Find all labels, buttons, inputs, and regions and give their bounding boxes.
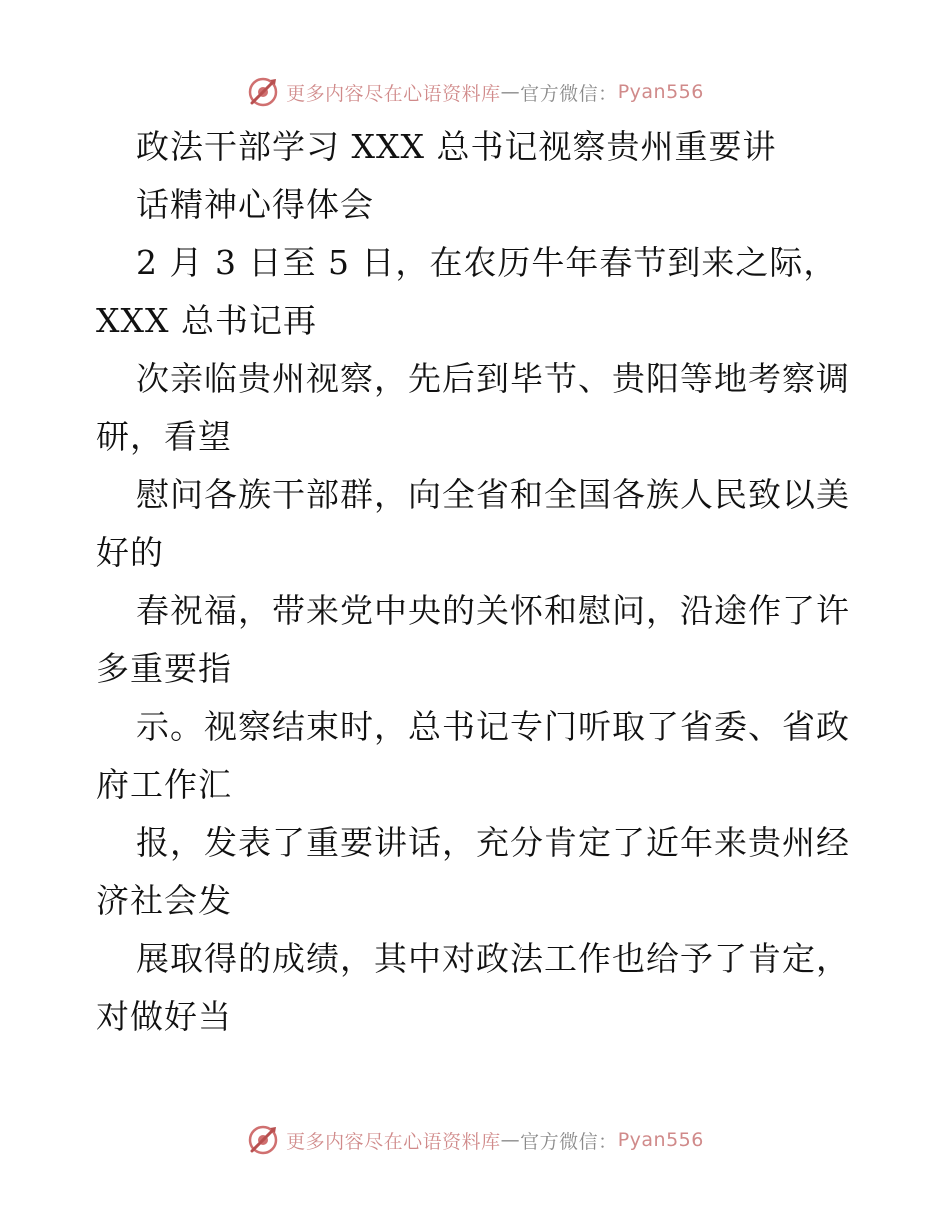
body-line: 报，发表了重要讲话，充分肯定了近年来贵州经	[136, 823, 850, 862]
body-line: 济社会发	[96, 881, 232, 920]
body-line: 研，看望	[96, 417, 232, 456]
banner-title: 更多内容尽在心语资料库	[286, 1130, 501, 1153]
body-line: 好的	[96, 533, 164, 572]
body-line: 展取得的成绩，其中对政法工作也给予了肯定，	[136, 939, 850, 978]
document-title-line-1: 政法干部学习 XXX 总书记视察贵州重要讲	[136, 127, 777, 166]
banner-wechat-id: Pyan556	[617, 1129, 704, 1151]
body-line: 慰问各族干部群，向全省和全国各族人民致以美	[136, 475, 850, 514]
body-line: 春祝福，带来党中央的关怀和慰问，沿途作了许	[136, 591, 850, 630]
banner-title: 更多内容尽在心语资料库	[286, 82, 501, 105]
document-body	[96, 118, 866, 1046]
header-banner	[0, 72, 950, 112]
banner-wechat-label: 官方微信：	[520, 82, 618, 105]
body-line: 2 月 3 日至 5 日，在农历牛年春节到来之际，	[136, 243, 838, 282]
document-title-line-2: 话精神心得体会	[136, 185, 374, 224]
body-line: 对做好当	[96, 997, 232, 1036]
banner-wechat-id: Pyan556	[617, 81, 704, 103]
body-line: XXX 总书记再	[96, 301, 317, 340]
banner-wechat-label: 官方微信：	[520, 1130, 618, 1153]
brand-logo-icon	[246, 75, 280, 109]
footer-banner	[0, 1120, 950, 1160]
body-line: 多重要指	[96, 649, 232, 688]
body-line: 府工作汇	[96, 765, 232, 804]
brand-logo-icon	[246, 1123, 280, 1157]
body-line: 示。视察结束时，总书记专门听取了省委、省政	[136, 707, 850, 746]
body-line: 次亲临贵州视察，先后到毕节、贵阳等地考察调	[136, 359, 850, 398]
banner-dash: —	[500, 81, 521, 103]
banner-dash: —	[500, 1129, 521, 1151]
